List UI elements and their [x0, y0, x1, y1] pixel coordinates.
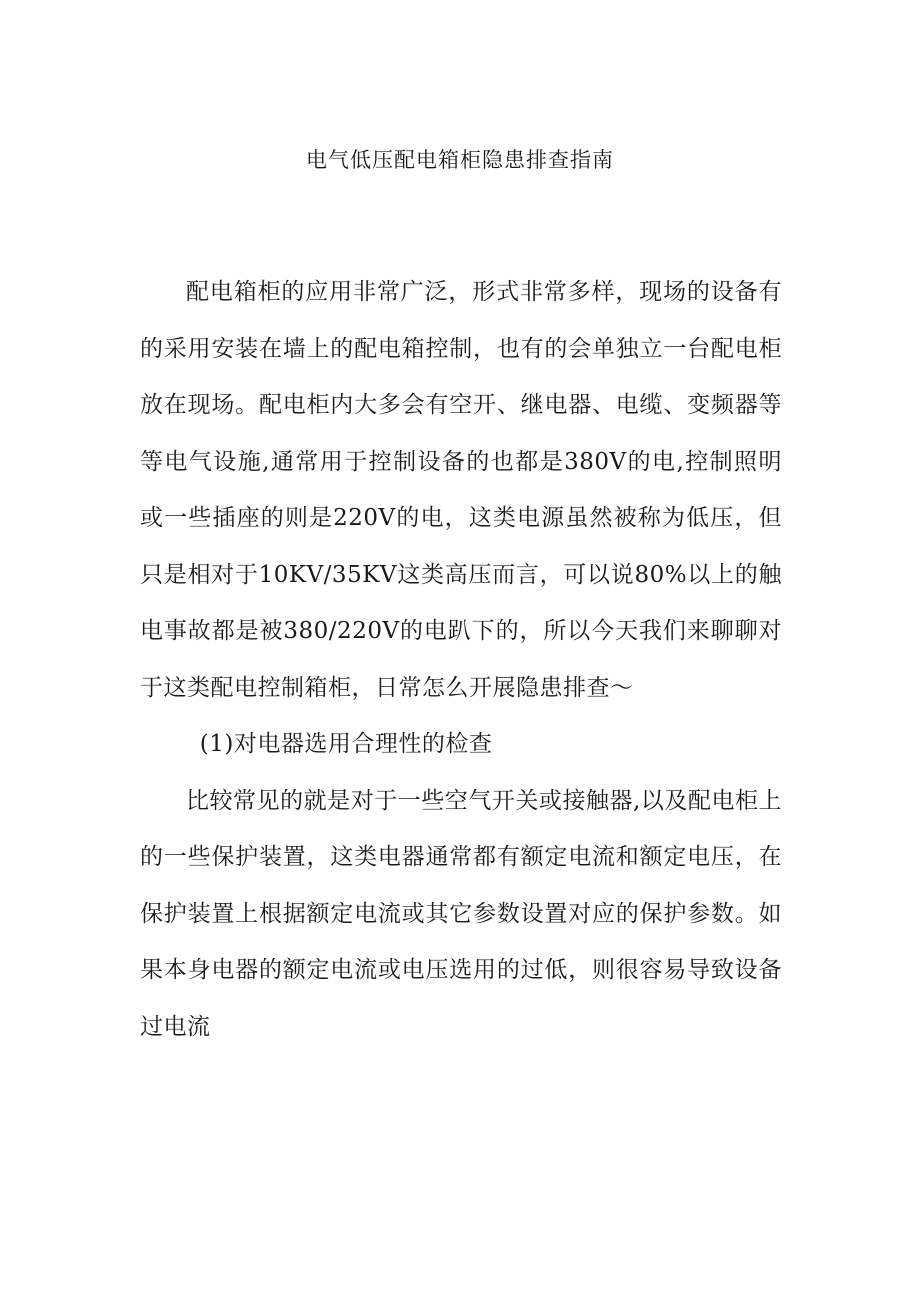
section-heading: (1)对电器选用合理性的检查 [199, 731, 493, 757]
paragraph-intro: 配电箱柜的应用非常广泛，形式非常多样，现场的设备有的采用安装在墙上的配电箱控制，也有的会单独立一台配电柜放在现场。配电柜内大多会有空开、继电器、电缆、变频器等等电气设施,通常用于控制设备的也都是380V的电,控制照明或一些插座的则是220V的电，这类电源虽然被称为低压，但只是相对于10KV/35KV这类高压而言，可以说80%以上的触电事故都是被380/220V的电趴下的，所以今天我们来聊聊对于这类配电控制箱柜，日常怎么开展隐患排查～ [140, 279, 782, 701]
document-title: 电气低压配电箱柜隐患排查指南 [306, 148, 614, 172]
paragraph-electrical-selection: 比较常见的就是对于一些空气开关或接触器,以及配电柜上的一些保护装置，这类电器通常都有额定电流和额定电压，在保护装置上根据额定电流或其它参数设置对应的保护参数。如果本身电器的额定电流或电压选用的过低，则很容易导致设备过电流 [140, 787, 782, 1040]
document-body [140, 264, 782, 1055]
